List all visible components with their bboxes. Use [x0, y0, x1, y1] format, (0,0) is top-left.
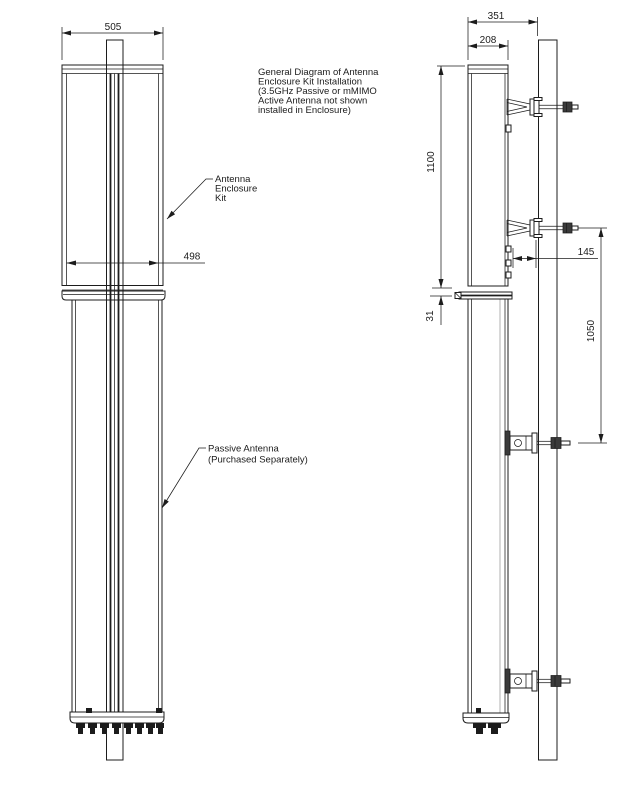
dim-1100-label: 1100 [426, 151, 437, 173]
callout-passive-line-2: (Purchased Separately) [208, 454, 308, 466]
callout-passive-antenna [162, 444, 308, 509]
passive-antenna-side [468, 299, 508, 713]
dim-351-label: 351 [487, 11, 505, 22]
callout-enclosure-line-1: Antenna [215, 174, 251, 185]
callout-enclosure-line-3: Kit [215, 193, 227, 204]
note-line-3: (3.5GHz Passive or mMIMO [258, 86, 377, 97]
mount-bracket-4 [505, 669, 570, 693]
callout-enclosure-kit [167, 174, 257, 219]
dim-enclosure-height [426, 66, 465, 288]
enclosure-side [468, 65, 511, 286]
dim-bracket-spacing [578, 228, 607, 443]
dim-31-label: 31 [425, 310, 436, 322]
cap-bolt [476, 708, 481, 713]
dim-208-label: 208 [479, 35, 497, 46]
dim-arrow-right [154, 31, 163, 36]
leader-arrow [162, 499, 169, 508]
dim-collar-gap [425, 296, 452, 325]
passive-antenna-front [72, 300, 162, 712]
dim-505-label: 505 [104, 22, 122, 33]
dim-498-label: 498 [183, 251, 201, 263]
note-line-4: Active Antenna not shown [258, 95, 368, 107]
dim-side-overall-depth [468, 11, 538, 60]
enclosure-bottom-collar-front [62, 291, 165, 300]
side-view [425, 11, 607, 760]
note-line-5: installed in Enclosure) [258, 105, 351, 116]
callout-passive-line-1: Passive Antenna [208, 443, 279, 455]
general-note [258, 67, 379, 116]
dim-arrow-left [62, 31, 71, 36]
front-view [62, 22, 205, 760]
annotations [162, 67, 379, 508]
back-tab [506, 272, 511, 278]
note-line-2: Enclosure Kit Installation [258, 76, 363, 88]
mount-bracket-3 [505, 431, 570, 455]
callout-enclosure-line-2: Enclosure [215, 183, 258, 195]
dim-side-enclosure-depth [468, 35, 508, 60]
rf-connectors-side [473, 723, 501, 734]
dim-145-label: 145 [577, 247, 595, 258]
mounting-pole-side [539, 40, 558, 760]
cap-bolt [86, 708, 92, 713]
note-line-1: General Diagram of Antenna [258, 67, 379, 78]
back-tab [506, 125, 511, 132]
cap-bolt [156, 708, 162, 713]
dim-1050-label: 1050 [586, 319, 597, 343]
collar-side [455, 292, 512, 299]
back-tab [506, 246, 511, 252]
pole-top-front [107, 40, 124, 66]
back-tab [506, 260, 511, 266]
